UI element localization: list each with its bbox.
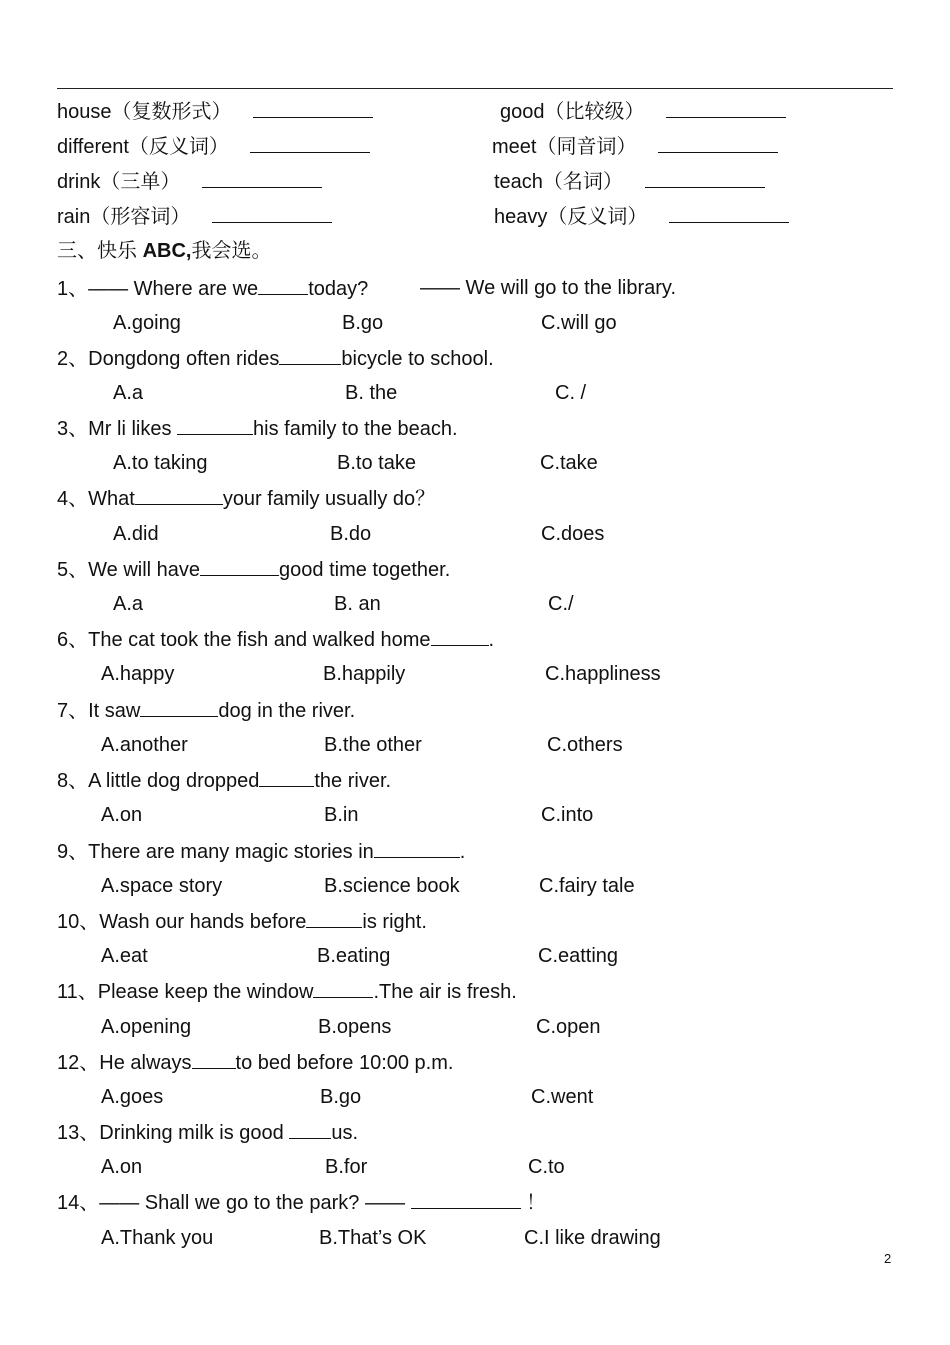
question-response: —— We will go to the library. [420,277,677,299]
option-b[interactable]: B.do [330,523,372,545]
question-stem [57,627,494,652]
option-a[interactable]: A.space story [101,875,223,897]
question-text-before: The cat took the fish and walked home [88,629,431,651]
option-c[interactable]: C.will go [541,312,617,334]
option-a[interactable]: A.to taking [113,452,208,474]
question-stem [57,839,465,864]
option-a[interactable]: A.a [113,593,144,615]
option-a[interactable]: A.opening [101,1016,192,1038]
option-b[interactable]: B.opens [318,1016,392,1038]
word-item [492,134,778,159]
question-text-after: is right. [362,911,427,933]
question-stem [57,276,368,301]
word-item [57,204,332,229]
option-c[interactable]: C.take [540,452,598,474]
option-b[interactable]: B.go [342,312,384,334]
option-b[interactable]: B.to take [337,452,416,474]
option-a[interactable]: A.happy [101,663,175,685]
question-text-before: What [88,488,135,510]
section-suffix: 我会选。 [191,240,272,262]
question-text-after: bicycle to school. [341,348,494,370]
answer-blank[interactable] [669,204,789,223]
answer-blank[interactable] [177,416,253,435]
question-number: 1、 [57,278,89,300]
question-text-after: .The air is fresh. [373,981,517,1003]
question-text-before: Wash our hands before [99,911,307,933]
answer-blank[interactable] [200,557,279,576]
page-number: 2 [884,1251,892,1266]
word-prompt: different（反义词） [57,136,229,158]
option-b[interactable]: B.the other [324,734,422,756]
question-stem [57,979,517,1004]
question-text-before: He always [99,1052,192,1074]
word-prompt: rain（形容词） [57,206,191,228]
option-a[interactable]: A.a [113,382,144,404]
answer-blank[interactable] [135,486,223,505]
word-item [57,169,322,194]
question-text-after: ！ [520,1192,547,1214]
question-number: 14、 [57,1192,100,1214]
question-stem [57,557,450,582]
option-a[interactable]: A.on [101,804,143,826]
question-number: 11、 [57,981,98,1003]
question-text-before: —— Shall we go to the park? —— [99,1192,411,1214]
word-item [57,99,373,124]
question-number: 6、 [57,629,89,651]
word-prompt: meet（同音词） [492,136,637,158]
question-text-before: It saw [88,700,141,722]
word-item [500,99,786,124]
option-a[interactable]: A.goes [101,1086,164,1108]
option-c[interactable]: C. / [555,382,587,404]
question-text-before: There are many magic stories in [88,841,374,863]
question-text-before: Dongdong often rides [88,348,280,370]
option-c[interactable]: C.went [531,1086,594,1108]
answer-blank[interactable] [279,346,341,365]
option-c[interactable]: C.open [536,1016,601,1038]
question-number: 2、 [57,348,89,370]
question-text-after: us. [331,1122,359,1144]
option-c[interactable]: C.happliness [545,663,661,685]
question-text-after: to bed before 10:00 p.m. [235,1052,454,1074]
question-text-after: . [488,629,495,651]
answer-blank[interactable] [259,768,314,787]
word-prompt: heavy（反义词） [494,206,648,228]
option-c[interactable]: C.fairy tale [539,875,635,897]
answer-blank[interactable] [250,134,370,153]
answer-blank[interactable] [192,1050,236,1069]
option-b[interactable]: B.science book [324,875,460,897]
word-prompt: drink（三单） [57,171,181,193]
question-number: 3、 [57,418,89,440]
option-a[interactable]: A.going [113,312,181,334]
header-rule [57,88,893,89]
question-stem [57,486,435,511]
answer-blank[interactable] [374,839,460,858]
question-number: 9、 [57,841,89,863]
word-item [494,169,765,194]
answer-blank[interactable] [411,1190,521,1209]
answer-blank[interactable] [289,1120,331,1139]
answer-blank[interactable] [666,99,786,118]
answer-blank[interactable] [202,169,322,188]
question-text-before: Mr li likes [88,418,178,440]
option-b[interactable]: B.happily [323,663,406,685]
question-stem [57,698,355,723]
question-text-before: Drinking milk is good [99,1122,290,1144]
question-number: 13、 [57,1122,100,1144]
answer-blank[interactable] [258,276,308,295]
answer-blank[interactable] [140,698,218,717]
answer-blank[interactable] [431,627,489,646]
question-stem [57,346,494,371]
option-c[interactable]: C./ [548,593,574,615]
section-prefix: 三、快乐 [57,240,143,262]
word-prompt: teach（名词） [494,171,623,193]
question-number: 8、 [57,770,89,792]
option-a[interactable]: A.eat [101,945,148,967]
answer-blank[interactable] [645,169,765,188]
option-b[interactable]: B.That’s OK [319,1227,427,1249]
option-b[interactable]: B.eating [317,945,391,967]
option-b[interactable]: B.in [324,804,359,826]
answer-blank[interactable] [306,909,362,928]
section-heading [57,239,271,263]
question-text-after: good time together. [279,559,451,581]
option-c[interactable]: C.eatting [538,945,619,967]
question-stem [57,1050,453,1075]
answer-blank[interactable] [658,134,778,153]
question-stem [57,909,427,934]
question-stem [57,1120,358,1145]
option-b[interactable]: B. the [345,382,398,404]
question-number: 7、 [57,700,89,722]
question-text-after: the river. [314,770,392,792]
question-stem [57,768,391,793]
question-text-after: your family usually do？ [222,488,436,510]
option-a[interactable]: A.on [101,1156,143,1178]
option-a[interactable]: A.another [101,734,188,756]
answer-blank[interactable] [313,979,373,998]
question-text-before: We will have [88,559,201,581]
option-c[interactable]: C.into [541,804,594,826]
word-item [57,134,370,159]
option-b[interactable]: B.for [325,1156,368,1178]
section-bold: ABC, [142,240,192,262]
question-text-before: A little dog dropped [88,770,260,792]
option-b[interactable]: B. an [334,593,381,615]
answer-blank[interactable] [253,99,373,118]
question-text-after: his family to the beach. [253,418,458,440]
word-prompt: house（复数形式） [57,101,232,123]
option-c[interactable]: C.to [528,1156,565,1178]
option-c[interactable]: C.others [547,734,623,756]
question-text-after: today? [308,278,369,300]
question-number: 10、 [57,911,100,933]
question-stem [57,1190,546,1215]
option-a[interactable]: A.Thank you [101,1227,214,1249]
option-a[interactable]: A.did [113,523,159,545]
question-text-before: Please keep the window [97,981,314,1003]
question-number: 12、 [57,1052,100,1074]
option-c[interactable]: C.I like drawing [524,1227,661,1249]
question-text-after: . [459,841,466,863]
question-number: 5、 [57,559,89,581]
question-stem [57,416,458,441]
answer-blank[interactable] [212,204,332,223]
option-b[interactable]: B.go [320,1086,362,1108]
word-item [494,204,789,229]
word-prompt: good（比较级） [500,101,645,123]
option-c[interactable]: C.does [541,523,605,545]
question-number: 4、 [57,488,89,510]
question-text-after: dog in the river. [218,700,356,722]
question-text-before: —— Where are we [88,278,259,300]
